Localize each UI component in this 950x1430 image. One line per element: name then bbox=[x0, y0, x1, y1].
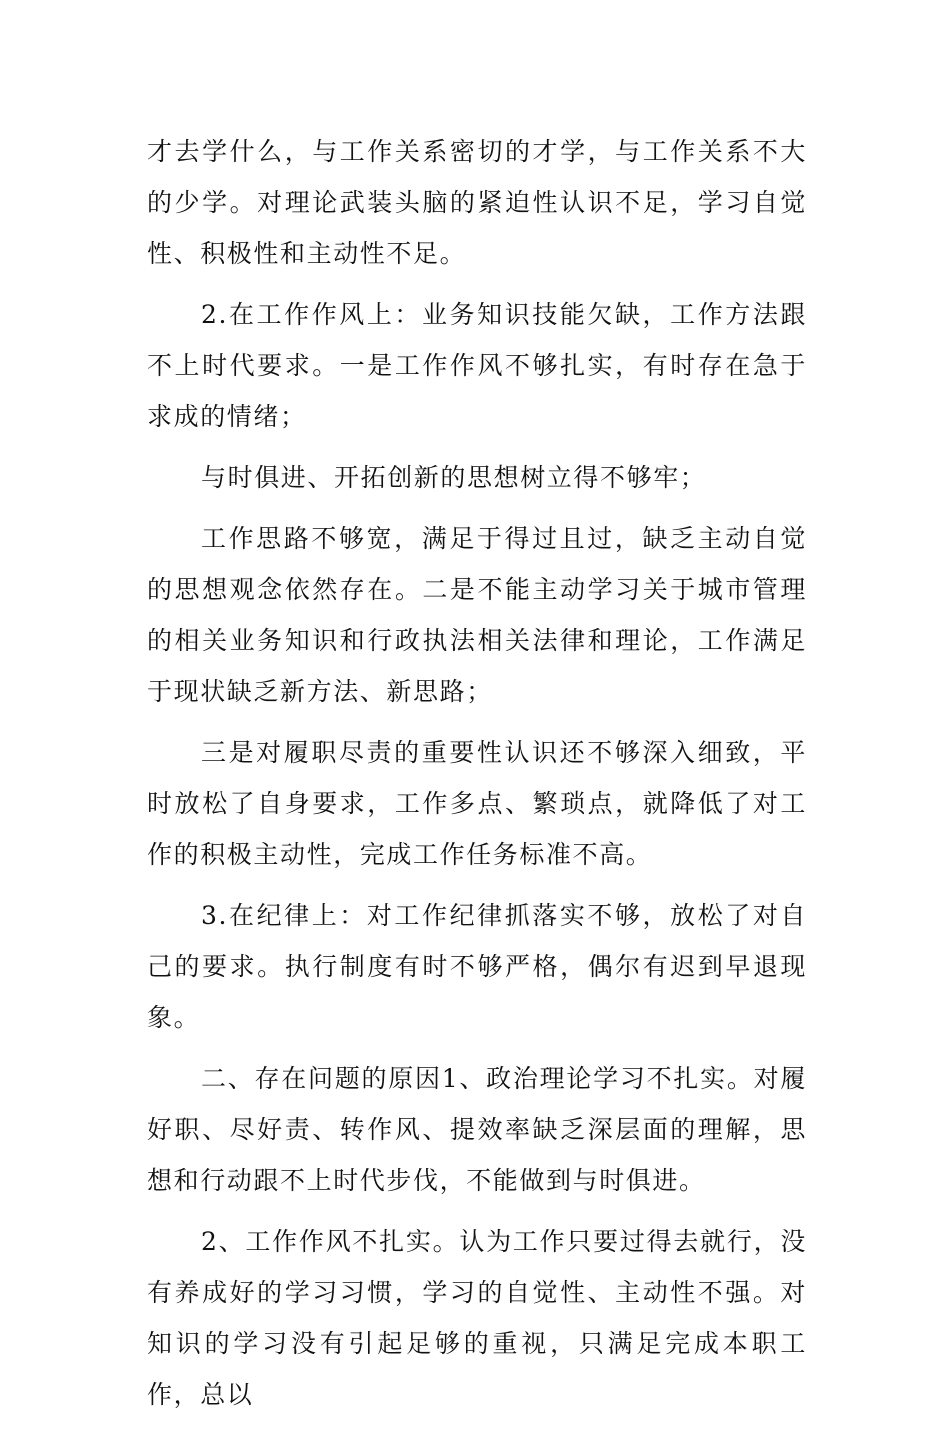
paragraph-3: 与时俱进、开拓创新的思想树立得不够牢； bbox=[201, 463, 707, 492]
paragraph-1: 才去学什么，与工作关系密切的才学，与工作关系不大的少学。对理论武装头脑的紧迫性认识不足，学习自觉性、积极性和主动性不足。 bbox=[147, 137, 807, 268]
paragraph-4: 工作思路不够宽，满足于得过且过，缺乏主动自觉的思想观念依然存在。二是不能主动学习关于城市管理的相关业务知识和行政执法相关法律和理论，工作满足于现状缺乏新方法、新思路； bbox=[147, 524, 807, 706]
document-body bbox=[147, 126, 807, 1430]
paragraph-8: 2、工作作风不扎实。认为工作只要过得去就行，没有养成好的学习习惯，学习的自觉性、主动性不强。对知识的学习没有引起足够的重视，只满足完成本职工作，总以 bbox=[147, 1227, 807, 1409]
paragraph-6: 3.在纪律上：对工作纪律抓落实不够，放松了对自己的要求。执行制度有时不够严格，偶尔有迟到早退现象。 bbox=[147, 901, 807, 1032]
paragraph-7: 二、存在问题的原因1、政治理论学习不扎实。对履好职、尽好责、转作风、提效率缺乏深层面的理解，思想和行动跟不上时代步伐，不能做到与时俱进。 bbox=[147, 1064, 807, 1195]
paragraph-2: 2.在工作作风上：业务知识技能欠缺，工作方法跟不上时代要求。一是工作作风不够扎实，有时存在急于求成的情绪； bbox=[147, 300, 807, 431]
paragraph-5: 三是对履职尽责的重要性认识还不够深入细致，平时放松了自身要求，工作多点、繁琐点，就降低了对工作的积极主动性，完成工作任务标准不高。 bbox=[147, 738, 807, 869]
